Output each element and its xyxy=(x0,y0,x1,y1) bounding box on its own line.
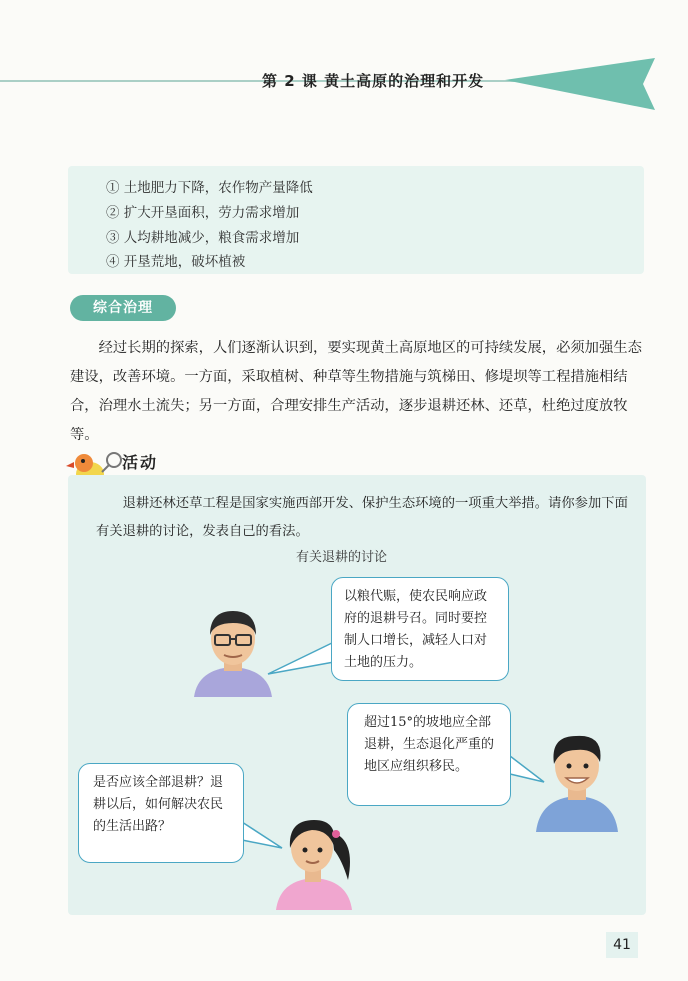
speech-bubble-2: 超过15°的坡地应全部退耕，生态退化严重的地区应组织移民。 xyxy=(347,703,511,806)
activity-intro: 退耕还林还草工程是国家实施西部开发、保护生态环境的一项重大举措。请你参加下面有关退耕的讨论，发表自己的看法。 xyxy=(96,496,628,539)
bubble-tail xyxy=(268,640,338,680)
section-tag: 综合治理 xyxy=(70,295,176,321)
cause-item: ④ 开垦荒地，破坏植被 xyxy=(106,254,246,270)
cause-item: ② 扩大开垦面积，劳力需求增加 xyxy=(106,205,300,221)
header-wedge-icon xyxy=(505,58,655,110)
speech-bubble-1: 以粮代赈，使农民响应政府的退耕号召。同时要控制人口增长，减轻人口对土地的压力。 xyxy=(331,577,509,681)
boy-smiling-icon xyxy=(532,726,622,832)
causes-box xyxy=(68,166,644,274)
girl-with-ponytail-icon xyxy=(272,810,358,910)
page-number: 41 xyxy=(606,932,638,958)
cause-item: ① 土地肥力下降，农作物产量降低 xyxy=(106,180,313,196)
lesson-title: 第 2 课 黄土高原的治理和开发 xyxy=(262,72,485,90)
speech-bubble-3: 是否应该全部退耕？退耕以后，如何解决农民的生活出路？ xyxy=(78,763,244,863)
activity-title: 活动 xyxy=(122,453,159,472)
man-with-glasses-icon xyxy=(188,605,278,697)
discussion-title: 有关退耕的讨论 xyxy=(296,550,388,565)
section-paragraph: 经过长期的探索，人们逐渐认识到，要实现黄土高原地区的可持续发展，必须加强生态建设，改善环境。一方面，采取植树、种草等生物措施与筑梯田、修堤坝等工程措施相结合，治理水土流失；另一方面，合理安排生产活动，逐步退耕还林、还草，杜绝过度放牧等。 xyxy=(70,340,642,443)
cause-item: ③ 人均耕地减少，粮食需求增加 xyxy=(106,230,300,246)
